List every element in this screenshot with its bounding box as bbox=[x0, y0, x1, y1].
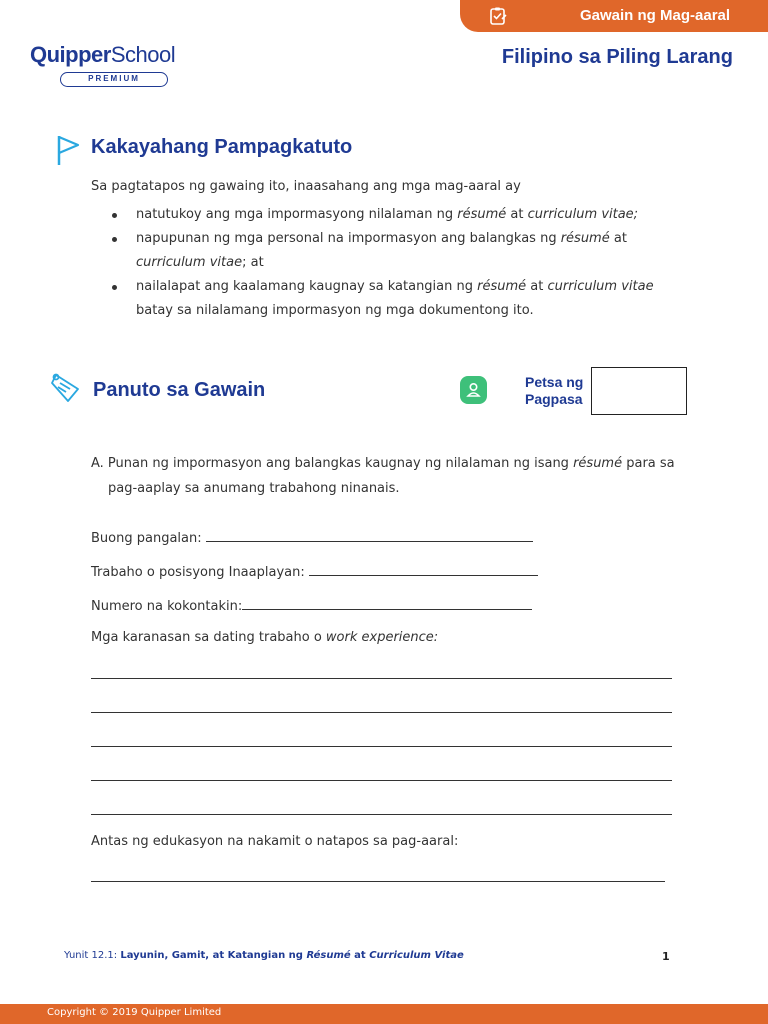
work-experience-line[interactable] bbox=[91, 780, 672, 781]
section-heading-instructions: Panuto sa Gawain bbox=[93, 379, 266, 401]
position-field[interactable] bbox=[91, 562, 538, 580]
full-name-label: Buong pangalan: bbox=[91, 531, 206, 546]
education-label: Antas ng edukasyon na nakamit o natapos sa pag-aaral: bbox=[91, 834, 459, 849]
clipboard-check-icon bbox=[488, 6, 508, 26]
full-name-blank[interactable] bbox=[206, 528, 533, 542]
submission-date-label bbox=[525, 374, 583, 408]
unit-number: Yunit 12.1: bbox=[64, 950, 121, 961]
position-blank[interactable] bbox=[309, 562, 538, 576]
bullet-icon bbox=[112, 285, 117, 290]
objective-text: napupunan ng mga personal na impormasyon ang balangkas ng bbox=[136, 231, 561, 246]
list-item bbox=[112, 227, 692, 275]
objective-text: at bbox=[506, 207, 528, 222]
work-experience-line[interactable] bbox=[91, 814, 672, 815]
objectives-list bbox=[112, 203, 692, 323]
person-icon bbox=[460, 376, 487, 404]
instruction-text-line2: pag-aaplay sa anumang trabahong ninanais. bbox=[108, 481, 400, 496]
unit-title-text: Layunin, Gamit, at Katangian ng bbox=[120, 950, 307, 961]
bullet-icon bbox=[112, 213, 117, 218]
contact-number-field[interactable] bbox=[91, 596, 532, 614]
objectives-intro: Sa pagtatapos ng gawaing ito, inaasahang ang mga mag-aaral ay bbox=[91, 179, 521, 194]
work-experience-text: Mga karanasan sa dating trabaho o bbox=[91, 630, 326, 645]
worksheet-type-label: Gawain ng Mag-aaral bbox=[580, 7, 731, 24]
work-experience-label bbox=[91, 630, 438, 645]
page-number: 1 bbox=[662, 950, 670, 963]
logo-premium-badge: PREMIUM bbox=[60, 72, 168, 87]
submission-date-box[interactable] bbox=[591, 367, 687, 415]
unit-title-text: at bbox=[350, 950, 370, 961]
section-heading-objectives: Kakayahang Pampagkatuto bbox=[91, 136, 353, 158]
objective-italic: curriculum vitae; bbox=[527, 207, 639, 222]
objective-italic: résumé bbox=[457, 207, 507, 222]
unit-title-italic: Résumé bbox=[306, 950, 351, 961]
instruction-text: para sa bbox=[622, 456, 675, 471]
work-experience-line[interactable] bbox=[91, 746, 672, 747]
instruction-text: A. Punan ng impormasyon ang balangkas kaugnay ng nilalaman ng isang bbox=[91, 456, 574, 471]
instruction-italic: résumé bbox=[573, 456, 623, 471]
worksheet-type-tab bbox=[460, 0, 768, 32]
submission-date-label-line1: Petsa ng bbox=[525, 374, 584, 390]
unit-title-italic: Curriculum Vitae bbox=[369, 950, 464, 961]
contact-number-blank[interactable] bbox=[242, 596, 532, 610]
objective-italic: curriculum vitae bbox=[547, 279, 654, 294]
list-item bbox=[112, 275, 692, 323]
subject-title: Filipino sa Piling Larang bbox=[501, 46, 733, 68]
full-name-field[interactable] bbox=[91, 528, 533, 546]
objective-text: batay sa nilalamang impormasyon ng mga dokumentong ito. bbox=[136, 303, 534, 318]
logo-bold-text: Quipper bbox=[30, 42, 111, 67]
objective-italic: résumé bbox=[560, 231, 610, 246]
objective-text: at bbox=[526, 279, 548, 294]
flag-icon bbox=[56, 134, 82, 166]
work-experience-line[interactable] bbox=[91, 678, 672, 679]
footer-unit-title bbox=[64, 950, 464, 961]
instruction-a bbox=[91, 451, 677, 501]
bullet-icon bbox=[112, 237, 117, 242]
position-label: Trabaho o posisyong Inaaplayan: bbox=[91, 565, 309, 580]
list-item bbox=[112, 203, 692, 227]
work-experience-line[interactable] bbox=[91, 712, 672, 713]
submission-date-label-line2: Pagpasa bbox=[525, 391, 583, 407]
objective-text: nailalapat ang kaalamang kaugnay sa katangian ng bbox=[136, 279, 478, 294]
logo-wordmark bbox=[30, 42, 175, 68]
objective-text: at bbox=[609, 231, 627, 246]
objective-italic: résumé bbox=[477, 279, 527, 294]
task-icon bbox=[48, 371, 82, 405]
work-experience-italic: work experience: bbox=[325, 630, 439, 645]
contact-number-label: Numero na kokontakin: bbox=[91, 599, 243, 614]
copyright-text: Copyright © 2019 Quipper Limited bbox=[47, 1007, 222, 1018]
quipper-school-logo bbox=[30, 42, 175, 88]
footer-bar bbox=[0, 1004, 768, 1024]
education-line[interactable] bbox=[91, 881, 665, 882]
logo-light-text: School bbox=[110, 42, 176, 67]
objective-italic: curriculum vitae bbox=[136, 255, 243, 270]
objective-text: natutukoy ang mga impormasyong nilalaman ng bbox=[136, 207, 458, 222]
objective-text: ; at bbox=[242, 255, 264, 270]
